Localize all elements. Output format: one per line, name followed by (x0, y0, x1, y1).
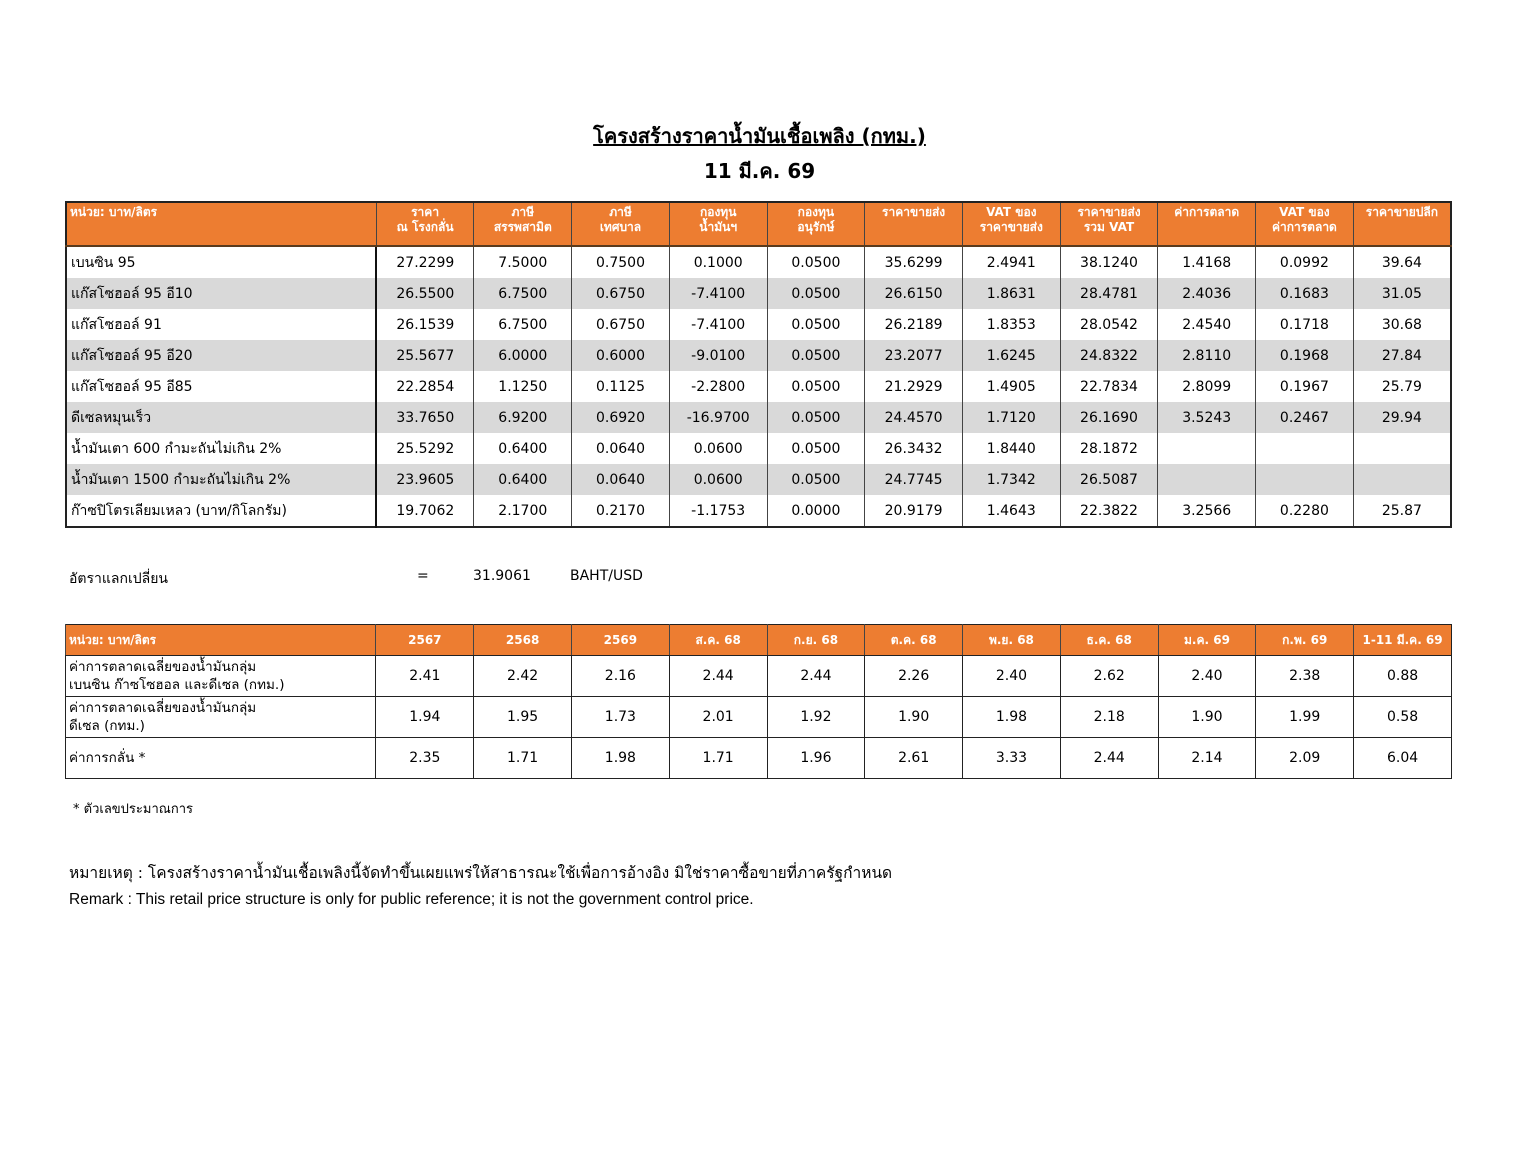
margin-cell: 1.98 (963, 697, 1061, 738)
margin-cell: 2.35 (376, 738, 474, 779)
price-cell: 7.5000 (474, 246, 572, 278)
price-cell: 0.0600 (669, 464, 767, 495)
price-cell: 1.6245 (962, 340, 1060, 371)
column-header-line1: VAT ของ (986, 205, 1037, 219)
margin-cell: 1.90 (1158, 697, 1256, 738)
price-cell: 2.8099 (1158, 371, 1256, 402)
price-cell: 28.4781 (1060, 278, 1158, 309)
column-header-line1: ภาษี (511, 205, 535, 219)
fuel-name: เบนซิน 95 (71, 254, 136, 271)
price-cell: 25.5677 (376, 340, 474, 371)
price-cell: 25.87 (1353, 495, 1451, 527)
period-header: ต.ค. 68 (865, 625, 963, 656)
price-cell (1353, 464, 1451, 495)
remark-english: Remark : This retail price structure is only for public reference; it is not the government control price. (69, 891, 754, 908)
column-header-line1: ราคาขายส่ง (1077, 205, 1141, 219)
period-header: 2568 (474, 625, 572, 656)
unit-label: หน่วย: บาท/ลิตร (66, 625, 376, 656)
price-cell: 6.7500 (474, 309, 572, 340)
price-cell: 0.6750 (572, 278, 670, 309)
price-cell: 24.7745 (865, 464, 963, 495)
price-cell: -2.2800 (669, 371, 767, 402)
price-cell: 0.1718 (1256, 309, 1354, 340)
table-row (66, 278, 1451, 309)
price-cell: 0.1968 (1256, 340, 1354, 371)
price-cell: 0.0640 (572, 464, 670, 495)
price-cell: 0.2170 (572, 495, 670, 527)
period-header: 2567 (376, 625, 474, 656)
margin-cell: 2.09 (1256, 738, 1354, 779)
price-cell: 0.0500 (767, 278, 865, 309)
margin-cell: 1.90 (865, 697, 963, 738)
column-header-line2: น้ำมันฯ (699, 220, 738, 234)
period-header: ก.พ. 69 (1256, 625, 1354, 656)
price-cell: 26.3432 (865, 433, 963, 464)
period-header: พ.ย. 68 (963, 625, 1061, 656)
remark-thai: หมายเหตุ : โครงสร้างราคาน้ำมันเชื้อเพลิงนี้จัดทำขึ้นเผยแพร่ให้สาธารณะใช้เพื่อการอ้างอิง มิใช่ราคาซื้อขายที่ภาครัฐกำหนด (69, 864, 893, 882)
column-header (962, 202, 1060, 246)
metric-name-line2: ดีเซล (กทม.) (69, 718, 145, 734)
period-header: 1-11 มี.ค. 69 (1354, 625, 1452, 656)
price-cell: 27.2299 (376, 246, 474, 278)
column-header-line2: ณ โรงกลั่น (396, 220, 454, 234)
price-cell: 26.1539 (376, 309, 474, 340)
price-cell: 0.0500 (767, 402, 865, 433)
column-header (1060, 202, 1158, 246)
price-cell: 26.1690 (1060, 402, 1158, 433)
margin-cell: 2.44 (767, 656, 865, 697)
price-cell: 0.1125 (572, 371, 670, 402)
price-cell: -7.4100 (669, 309, 767, 340)
price-cell: 0.0600 (669, 433, 767, 464)
price-cell: 0.0500 (767, 309, 865, 340)
column-header-line1: ราคา (411, 205, 440, 219)
fuel-name: แก๊สโซฮอล์ 95 อี20 (66, 340, 376, 371)
margin-cell: 1.71 (474, 738, 572, 779)
price-cell: 29.94 (1353, 402, 1451, 433)
price-cell: 39.64 (1353, 246, 1451, 278)
period-header: ธ.ค. 68 (1060, 625, 1158, 656)
price-cell: 0.0992 (1256, 246, 1354, 278)
column-header-line2: เทศบาล (599, 220, 642, 234)
table-row (66, 495, 1451, 527)
price-cell: 0.6400 (474, 433, 572, 464)
margin-cell: 3.33 (963, 738, 1061, 779)
table-row (66, 402, 1451, 433)
margin-cell: 1.95 (474, 697, 572, 738)
fuel-name: แก๊สโซฮอล์ 91 (71, 316, 162, 333)
period-header: ม.ค. 69 (1158, 625, 1256, 656)
metric-name-line1: ค่าการตลาดเฉลี่ยของน้ำมันกลุ่ม (69, 659, 257, 675)
price-cell: 2.4941 (962, 246, 1060, 278)
price-cell: 0.0500 (767, 433, 865, 464)
fuel-name: ก๊าซปิโตรเลียมเหลว (บาท/กิโลกรัม) (71, 502, 287, 519)
margin-cell: 2.41 (376, 656, 474, 697)
table-row (66, 697, 1452, 738)
price-cell: 0.1967 (1256, 371, 1354, 402)
price-cell: 30.68 (1353, 309, 1451, 340)
price-table-header-row (66, 202, 1451, 246)
column-header (1353, 202, 1451, 246)
margin-cell: 1.99 (1256, 697, 1354, 738)
column-header-line1: VAT ของ (1279, 205, 1330, 219)
price-cell: 0.0500 (767, 464, 865, 495)
price-cell: -1.1753 (669, 495, 767, 527)
exchange-rate-unit: BAHT/USD (570, 568, 643, 584)
price-cell: 0.1000 (669, 246, 767, 278)
fuel-name: แก๊สโซฮอล์ 95 อี85 (71, 378, 193, 395)
price-cell: 19.7062 (376, 495, 474, 527)
price-cell: 0.0500 (767, 246, 865, 278)
table-row (66, 464, 1451, 495)
exchange-rate-label: อัตราแลกเปลี่ยน (69, 571, 168, 587)
price-cell: 25.5292 (376, 433, 474, 464)
price-cell: 0.2467 (1256, 402, 1354, 433)
column-header-line2: สรรพสามิต (493, 220, 552, 234)
price-cell: 6.7500 (474, 278, 572, 309)
column-header-line1: กองทุน (797, 205, 835, 219)
price-cell: -7.4100 (669, 278, 767, 309)
price-cell: 28.0542 (1060, 309, 1158, 340)
marketing-margin-table (65, 624, 1452, 779)
price-cell: 26.2189 (865, 309, 963, 340)
price-cell: 26.5500 (376, 278, 474, 309)
price-cell: 25.79 (1353, 371, 1451, 402)
unit-label: หน่วย: บาท/ลิตร (66, 202, 376, 246)
price-cell: 1.8440 (962, 433, 1060, 464)
price-cell: 3.5243 (1158, 402, 1256, 433)
table-row (66, 309, 1451, 340)
margin-cell: 2.62 (1060, 656, 1158, 697)
price-cell (1158, 464, 1256, 495)
price-structure-table (65, 201, 1452, 528)
price-cell: 23.2077 (865, 340, 963, 371)
metric-name-line2: เบนซิน ก๊าซโซฮอล และดีเซล (กทม.) (69, 677, 285, 693)
price-cell: 1.4168 (1158, 246, 1256, 278)
column-header (865, 202, 963, 246)
table-row (66, 433, 1451, 464)
margin-cell: 1.73 (571, 697, 669, 738)
table-row (66, 656, 1452, 697)
metric-name (66, 656, 376, 697)
margin-table-header-row (66, 625, 1452, 656)
period-header: 2569 (571, 625, 669, 656)
price-cell: 38.1240 (1060, 246, 1158, 278)
price-cell: 1.4643 (962, 495, 1060, 527)
price-cell: -16.9700 (669, 402, 767, 433)
margin-cell: 2.26 (865, 656, 963, 697)
margin-cell: 1.71 (669, 738, 767, 779)
margin-cell: 2.14 (1158, 738, 1256, 779)
table-row (66, 246, 1451, 278)
column-header (376, 202, 474, 246)
price-cell (1158, 433, 1256, 464)
price-cell: 0.6750 (572, 309, 670, 340)
price-cell: 1.8631 (962, 278, 1060, 309)
price-cell: 6.9200 (474, 402, 572, 433)
exchange-rate-equals: = (417, 568, 429, 584)
margin-cell: 1.98 (571, 738, 669, 779)
price-cell (1256, 433, 1354, 464)
price-cell: 28.1872 (1060, 433, 1158, 464)
page-date: 11 มี.ค. 69 (703, 159, 816, 183)
fuel-name: น้ำมันเตา 600 กำมะถันไม่เกิน 2% (71, 440, 282, 457)
margin-cell: 2.40 (1158, 656, 1256, 697)
period-header: ส.ค. 68 (669, 625, 767, 656)
margin-cell: 2.18 (1060, 697, 1158, 738)
column-header-line1: กองทุน (699, 205, 737, 219)
price-cell: 23.9605 (376, 464, 474, 495)
price-cell: 0.6000 (572, 340, 670, 371)
price-cell: 1.8353 (962, 309, 1060, 340)
margin-cell: 1.92 (767, 697, 865, 738)
column-header (572, 202, 670, 246)
metric-name (66, 738, 376, 779)
price-cell: 6.0000 (474, 340, 572, 371)
table-row (66, 738, 1452, 779)
price-cell: 3.2566 (1158, 495, 1256, 527)
price-cell: 0.6920 (572, 402, 670, 433)
price-cell: 2.4036 (1158, 278, 1256, 309)
column-header-line2: รวม VAT (1083, 220, 1135, 234)
price-cell: 0.0500 (767, 371, 865, 402)
price-cell: 0.2280 (1256, 495, 1354, 527)
column-header-line2: อนุรักษ์ (797, 220, 835, 234)
exchange-rate-value: 31.9061 (473, 568, 531, 584)
price-cell: 2.4540 (1158, 309, 1256, 340)
column-header (1256, 202, 1354, 246)
price-cell (1256, 464, 1354, 495)
price-cell: 20.9179 (865, 495, 963, 527)
price-cell: -9.0100 (669, 340, 767, 371)
column-header-line2: ราคาขายส่ง (979, 220, 1043, 234)
metric-name-line1: ค่าการกลั่น * (69, 750, 146, 766)
margin-cell: 2.16 (571, 656, 669, 697)
margin-cell: 2.38 (1256, 656, 1354, 697)
margin-cell: 1.94 (376, 697, 474, 738)
margin-cell: 1.96 (767, 738, 865, 779)
price-cell: 2.1700 (474, 495, 572, 527)
price-cell: 24.4570 (865, 402, 963, 433)
price-cell (1353, 433, 1451, 464)
price-cell: 35.6299 (865, 246, 963, 278)
margin-cell: 2.61 (865, 738, 963, 779)
estimate-footnote: * ตัวเลขประมาณการ (73, 802, 193, 817)
margin-cell: 0.88 (1354, 656, 1452, 697)
period-header: ก.ย. 68 (767, 625, 865, 656)
price-cell: 27.84 (1353, 340, 1451, 371)
column-header-line1: ค่าการตลาด (1174, 205, 1240, 219)
price-cell: 1.7342 (962, 464, 1060, 495)
column-header-line1: ภาษี (609, 205, 632, 219)
column-header (1158, 202, 1256, 246)
column-header (669, 202, 767, 246)
price-cell: 31.05 (1353, 278, 1451, 309)
price-cell: 2.8110 (1158, 340, 1256, 371)
column-header-line1: ราคาขายส่ง (882, 205, 946, 219)
price-cell: 21.2929 (865, 371, 963, 402)
price-cell: 1.4905 (962, 371, 1060, 402)
margin-cell: 2.44 (669, 656, 767, 697)
table-row (66, 371, 1451, 402)
margin-cell: 2.01 (669, 697, 767, 738)
column-header-line2: ค่าการตลาด (1271, 220, 1337, 234)
column-header (767, 202, 865, 246)
price-cell: 1.1250 (474, 371, 572, 402)
margin-cell: 2.44 (1060, 738, 1158, 779)
price-cell: 0.0640 (572, 433, 670, 464)
column-header (474, 202, 572, 246)
price-cell: 22.7834 (1060, 371, 1158, 402)
price-cell: 0.0000 (767, 495, 865, 527)
page-title: โครงสร้างราคาน้ำมันเชื้อเพลิง (กทม.) (593, 124, 926, 148)
price-cell: 22.2854 (376, 371, 474, 402)
margin-cell: 2.40 (963, 656, 1061, 697)
price-cell: 0.6400 (474, 464, 572, 495)
margin-cell: 0.58 (1354, 697, 1452, 738)
price-cell: 26.6150 (865, 278, 963, 309)
price-cell: 0.1683 (1256, 278, 1354, 309)
price-cell: 0.7500 (572, 246, 670, 278)
margin-cell: 6.04 (1354, 738, 1452, 779)
price-cell: 24.8322 (1060, 340, 1158, 371)
price-cell: 1.7120 (962, 402, 1060, 433)
price-cell: 26.5087 (1060, 464, 1158, 495)
margin-cell: 2.42 (474, 656, 572, 697)
fuel-name: แก๊สโซฮอล์ 95 อี10 (66, 278, 376, 309)
price-cell: 22.3822 (1060, 495, 1158, 527)
table-row (66, 340, 1451, 371)
price-cell: 0.0500 (767, 340, 865, 371)
price-cell: 33.7650 (376, 402, 474, 433)
metric-name (66, 697, 376, 738)
fuel-name: น้ำมันเตา 1500 กำมะถันไม่เกิน 2% (66, 464, 376, 495)
column-header-line1: ราคาขายปลีก (1365, 205, 1438, 219)
metric-name-line1: ค่าการตลาดเฉลี่ยของน้ำมันกลุ่ม (69, 700, 257, 716)
fuel-name: ดีเซลหมุนเร็ว (66, 402, 376, 433)
